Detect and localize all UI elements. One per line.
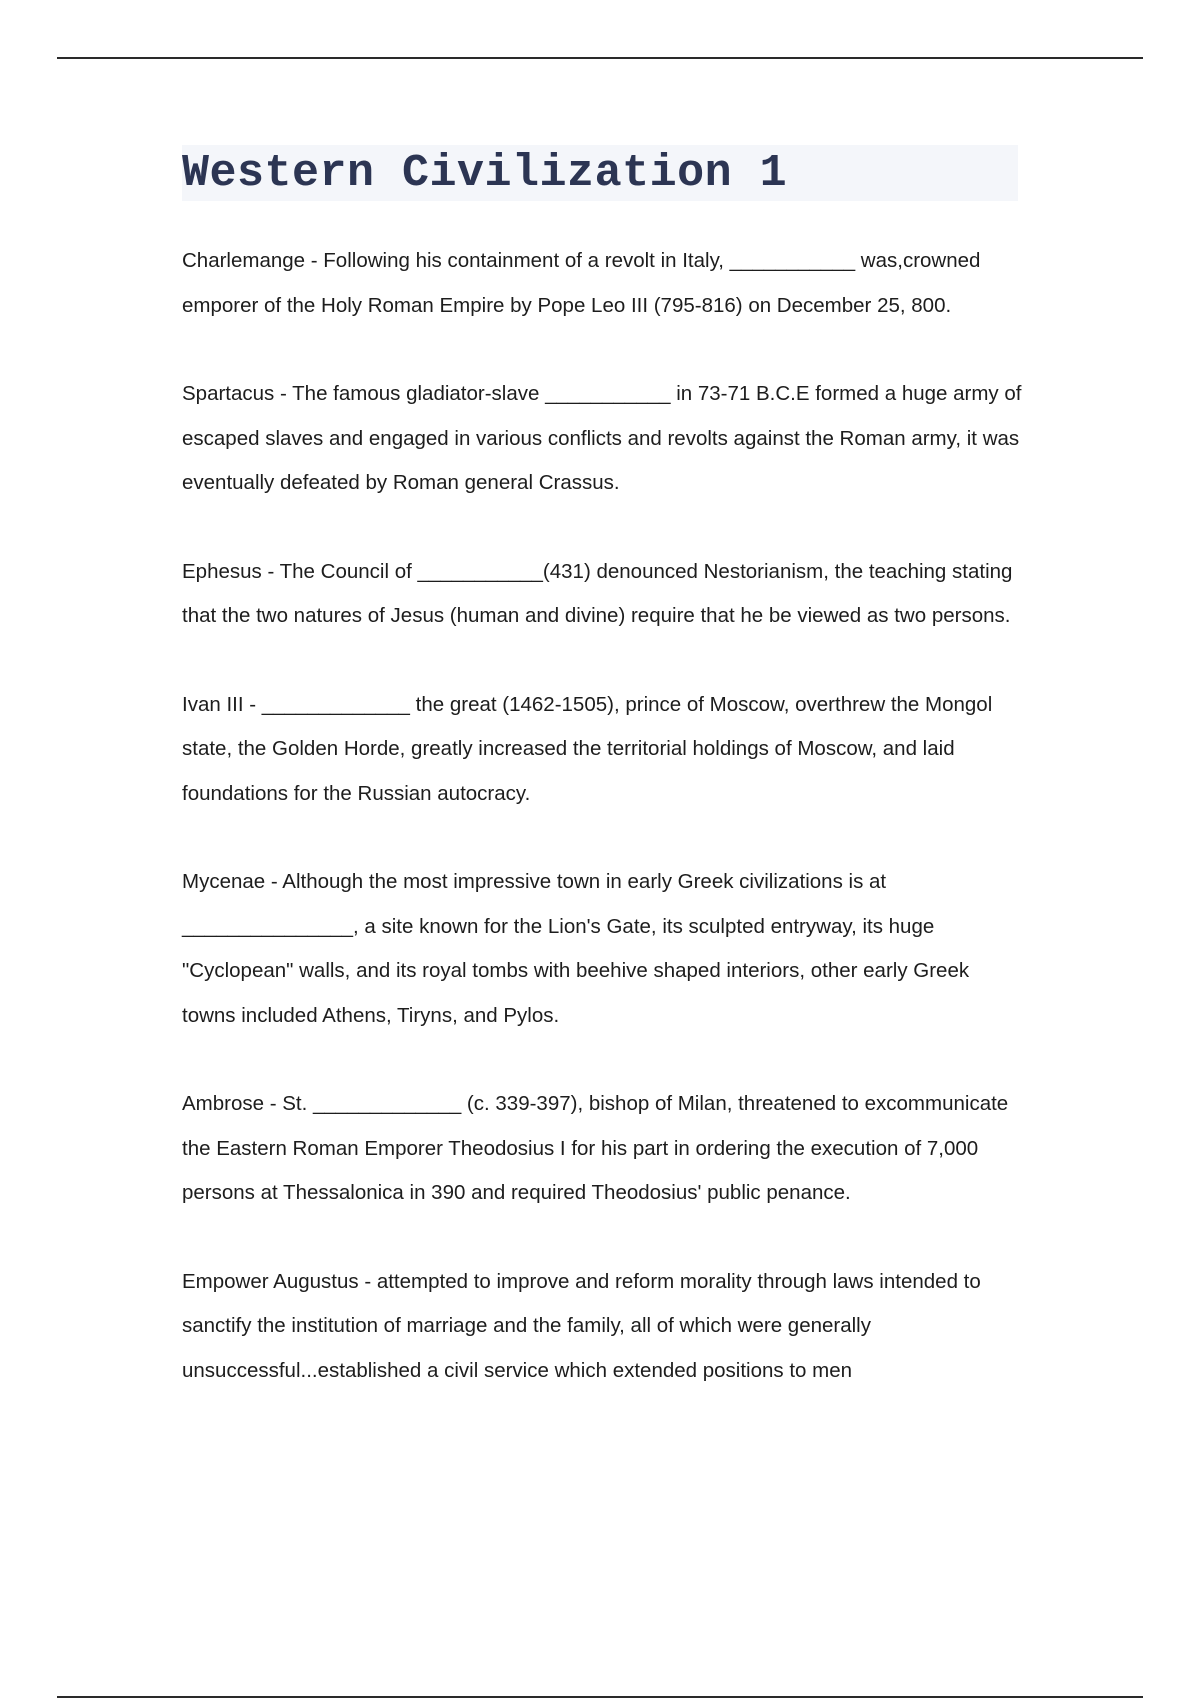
entry-mycenae: Mycenae - Although the most impressive town in early Greek civilizations is at _______________, a site known for the Lion's Gate, its sculpted entryway, its huge "Cyclopean" walls, and its royal tombs with beehive shaped interiors, other early Greek towns included Athens, Tiryns, and Pylos. <box>182 870 970 1027</box>
entry-augustus: Empower Augustus - attempted to improve and reform morality through laws intended to sanctify the institution of marriage and the family, all of which were generally unsuccessful...established a civil service which extended positions to men <box>182 1269 981 1382</box>
entry-list <box>182 239 1022 1393</box>
entry-ephesus: Ephesus - The Council of ___________(431) denounced Nestorianism, the teaching stating that the two natures of Jesus (human and divine) require that he be viewed as two persons. <box>182 559 1013 627</box>
header-rule <box>57 57 1143 59</box>
document-body <box>182 145 1022 1393</box>
entry-ivan-iii: Ivan III - _____________ the great (1462-1505), prince of Moscow, overthrew the Mongol state, the Golden Horde, greatly increased the territorial holdings of Moscow, and laid foundations for the Russian autocracy. <box>182 692 993 805</box>
entry-ambrose: Ambrose - St. _____________ (c. 339-397), bishop of Milan, threatened to excommunicate the Eastern Roman Emporer Theodosius I for his part in ordering the execution of 7,000 persons at Thessalonica in 390 and required Theodosius' public penance. <box>182 1092 1009 1204</box>
entry-charlemange: Charlemange - Following his containment of a revolt in Italy, ___________ was,crowned emporer of the Holy Roman Empire by Pope Leo III (795-816) on December 25, 800. <box>182 249 981 317</box>
entry-spartacus: Spartacus - The famous gladiator-slave ___________ in 73-71 B.C.E formed a huge army of escaped slaves and engaged in various conflicts and revolts against the Roman army, it was eventually defeated by Roman general Crassus. <box>182 382 1022 494</box>
footer-rule <box>57 1696 1143 1698</box>
title-band <box>182 145 1018 201</box>
document-title: Western Civilization 1 <box>182 147 788 199</box>
